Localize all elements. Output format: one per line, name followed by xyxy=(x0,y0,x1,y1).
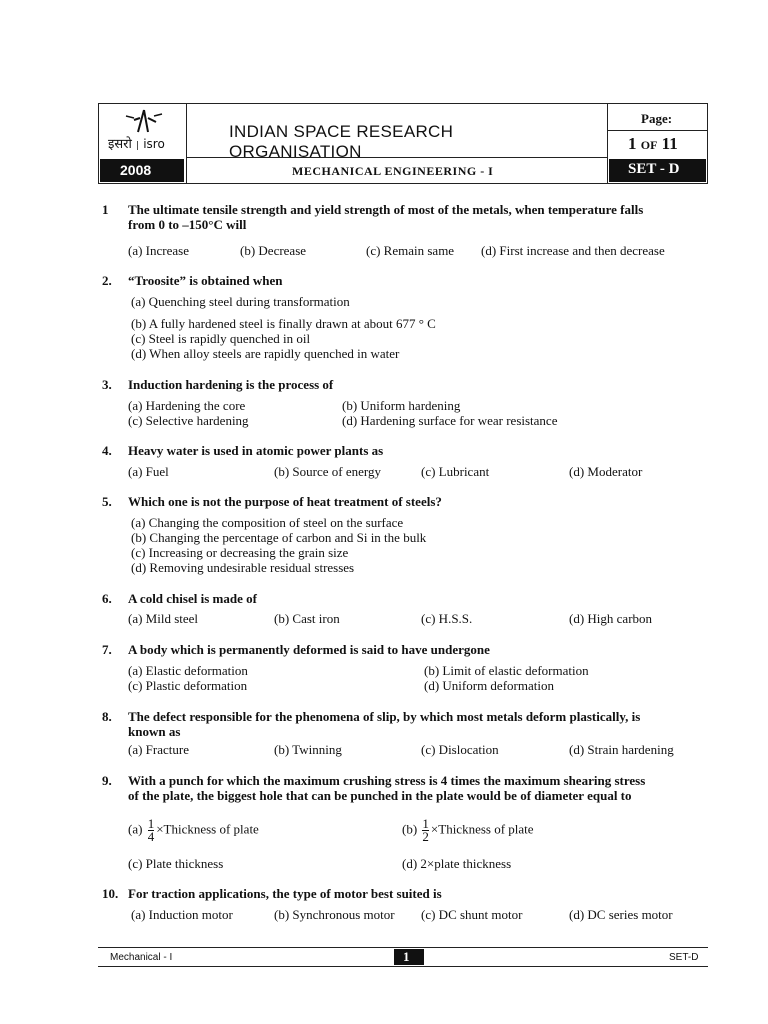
question-number: 5. xyxy=(102,494,112,509)
option-b: (b) Limit of elastic deformation xyxy=(424,663,589,678)
option-c: (c) Remain same xyxy=(366,243,455,258)
fraction-denominator: 2 xyxy=(422,829,429,844)
option-a: (a) Induction motor xyxy=(131,907,233,922)
option-b: (b) Cast iron xyxy=(274,611,340,626)
question-text: With a punch for which the maximum crushing stress is 4 times the maximum shearing stress xyxy=(128,773,646,788)
question-text-cont: of the plate, the biggest hole that can be punched in the plate would be of diameter equal to xyxy=(128,788,632,803)
option-b: (b) Source of energy xyxy=(274,464,381,479)
subject-title: MECHANICAL ENGINEERING - I xyxy=(292,164,494,178)
question-text: The ultimate tensile strength and yield strength of most of the metals, when temperature falls xyxy=(128,202,644,217)
fraction-numerator: 1 xyxy=(422,816,429,831)
question-text: Induction hardening is the process of xyxy=(128,377,334,392)
option-b-text: ×Thickness of plate xyxy=(430,821,534,837)
option-d: (d) Removing undesirable residual stresses xyxy=(131,560,355,575)
fraction-numerator: 1 xyxy=(147,816,155,831)
org-title: INDIAN SPACE RESEARCH ORGANISATION xyxy=(229,122,454,161)
footer-right: SET-D xyxy=(669,952,699,963)
fraction-one-half xyxy=(422,818,429,843)
question-text: The defect responsible for the phenomena of slip, by which most metals deform plastically, is xyxy=(128,709,641,724)
option-b: (b) Uniform hardening xyxy=(342,398,461,413)
option-b-label: (b) xyxy=(402,821,418,837)
page-label: Page: xyxy=(641,111,673,126)
option-c: (c) Lubricant xyxy=(421,464,490,479)
option-a: (a) Hardening the core xyxy=(128,398,246,413)
option-a: (a) Fracture xyxy=(128,742,189,757)
isro-logo: इसरो | isro xyxy=(104,106,182,156)
question-text: For traction applications, the type of motor best suited is xyxy=(128,886,442,901)
question-text-cont: known as xyxy=(128,724,181,739)
question-number: 10. xyxy=(102,886,119,901)
option-c: (c) Dislocation xyxy=(421,742,499,757)
option-d: (d) DC series motor xyxy=(569,907,673,922)
option-c: (c) DC shunt motor xyxy=(421,907,523,922)
option-b: (b) A fully hardened steel is finally drawn at about 677 ° C xyxy=(131,316,436,331)
footer-bottom-rule xyxy=(98,966,708,967)
question-number: 7. xyxy=(102,642,112,657)
fraction-denominator: 4 xyxy=(147,829,155,844)
option-b xyxy=(402,818,534,843)
logo-isro-text: isro xyxy=(143,137,165,151)
option-a: (a) Mild steel xyxy=(128,611,199,626)
option-d: (d) First increase and then decrease xyxy=(481,243,665,258)
option-a: (a) Changing the composition of steel on the surface xyxy=(131,515,404,530)
question-text: A cold chisel is made of xyxy=(128,591,257,606)
question-number: 8. xyxy=(102,709,112,724)
question-number: 4. xyxy=(102,443,112,458)
year-label: 2008 xyxy=(120,162,152,178)
option-c: (c) Increasing or decreasing the grain size xyxy=(131,545,349,560)
question-text: Which one is not the purpose of heat treatment of steels? xyxy=(128,494,442,509)
footer-left: Mechanical - I xyxy=(110,952,173,963)
set-label: SET - D xyxy=(628,161,680,177)
option-a: (a) Increase xyxy=(128,243,189,258)
option-c: (c) Selective hardening xyxy=(128,413,249,428)
option-d: (d) Hardening surface for wear resistance xyxy=(342,413,558,428)
option-d: (d) When alloy steels are rapidly quenched in water xyxy=(131,346,400,361)
page-total: 11 xyxy=(661,134,678,153)
option-c: (c) Plate thickness xyxy=(128,856,224,871)
question-number: 1 xyxy=(102,202,109,217)
logo-hindi-text: इसरो xyxy=(108,137,132,152)
page-of: OF xyxy=(640,138,658,152)
option-c: (c) Steel is rapidly quenched in oil xyxy=(131,331,311,346)
option-d: (d) High carbon xyxy=(569,611,653,626)
option-a-label: (a) xyxy=(128,821,143,837)
option-b: (b) Twinning xyxy=(274,742,342,757)
option-b: (b) Synchronous motor xyxy=(274,907,395,922)
option-b: (b) Changing the percentage of carbon and Si in the bulk xyxy=(131,530,427,545)
fraction-one-quarter xyxy=(148,818,155,843)
option-c: (c) Plastic deformation xyxy=(128,678,248,693)
question-number: 3. xyxy=(102,377,112,392)
question-number: 6. xyxy=(102,591,112,606)
question-text-cont: from 0 to –150°C will xyxy=(128,217,247,232)
page-number: 1 xyxy=(628,134,637,153)
option-a: (a) Fuel xyxy=(128,464,169,479)
footer-page-number: 1 xyxy=(403,949,410,964)
question-number: 2. xyxy=(102,273,112,288)
question-text: A body which is permanently deformed is said to have undergone xyxy=(128,642,490,657)
page-indicator xyxy=(628,134,678,154)
option-b: (b) Decrease xyxy=(240,243,307,258)
option-d: (d) 2×plate thickness xyxy=(402,856,512,871)
question-text: Heavy water is used in atomic power plants as xyxy=(128,443,384,458)
option-c: (c) H.S.S. xyxy=(421,611,473,626)
footer-rule xyxy=(98,947,708,948)
option-a: (a) Elastic deformation xyxy=(128,663,248,678)
option-a-text: ×Thickness of plate xyxy=(156,821,259,837)
option-d: (d) Strain hardening xyxy=(569,742,674,757)
option-d: (d) Moderator xyxy=(569,464,643,479)
question-number: 9. xyxy=(102,773,112,788)
option-a: (a) Quenching steel during transformation xyxy=(131,294,350,309)
option-a xyxy=(128,818,259,843)
option-d: (d) Uniform deformation xyxy=(424,678,554,693)
question-text: “Troosite” is obtained when xyxy=(128,273,283,288)
